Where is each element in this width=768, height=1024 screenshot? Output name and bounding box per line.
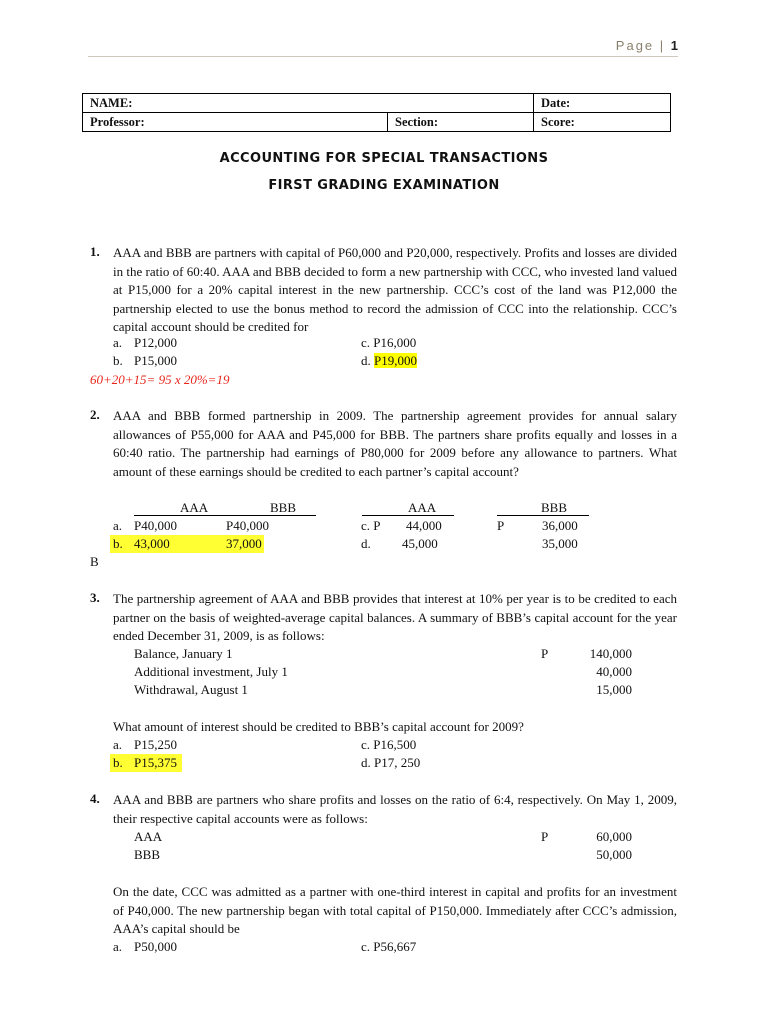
q3-row-1-amount: 140,000 bbox=[589, 646, 632, 661]
q2-col-bbb: BBB bbox=[270, 500, 297, 515]
professor-cell[interactable]: Professor: bbox=[83, 113, 388, 132]
q2-col-aaa2: AAA bbox=[408, 500, 437, 515]
section-cell[interactable]: Section: bbox=[388, 113, 534, 132]
date-cell[interactable]: Date: bbox=[534, 94, 671, 113]
q3-row-2-amount: 40,000 bbox=[596, 664, 632, 679]
q3-option-a-letter: a. bbox=[113, 737, 123, 752]
q2-option-a-aaa: P40,000 bbox=[134, 518, 177, 533]
q3-option-b-letter: b. bbox=[113, 755, 123, 770]
q3-row-1-label: Balance, January 1 bbox=[134, 646, 233, 661]
q2-underline-left bbox=[134, 515, 316, 516]
score-cell[interactable]: Score: bbox=[534, 113, 671, 132]
q1-option-d: d. P19,000 bbox=[361, 353, 417, 368]
q3-row-3-amount: 15,000 bbox=[596, 682, 632, 697]
q3-option-a: P15,250 bbox=[134, 737, 177, 752]
q2-option-d-label: d. bbox=[361, 536, 371, 551]
q4-row-2-amount: 50,000 bbox=[596, 847, 632, 862]
question-1-number: 1. bbox=[90, 244, 100, 259]
q1-solution-note: 60+20+15= 95 x 20%=19 bbox=[90, 372, 230, 387]
q2-option-d-bbb: 35,000 bbox=[542, 536, 578, 551]
q2-option-b-letter: b. bbox=[113, 536, 123, 551]
q2-option-a-letter: a. bbox=[113, 518, 123, 533]
exam-title: ACCOUNTING FOR SPECIAL TRANSACTIONS bbox=[219, 151, 549, 166]
q1-option-a: P12,000 bbox=[134, 335, 177, 350]
q2-option-c-aaa: 44,000 bbox=[406, 518, 442, 533]
q2-option-c-label: c. P bbox=[361, 518, 381, 533]
question-4-text-2: On the date, CCC was admitted as a partner with one-third interest in capital and profits for an investment of P40,000. The new partnership began with total capital of P150,000. Immediately after CCC’s admission, AAA’s capital should be bbox=[113, 884, 677, 936]
q2-answer-note: B bbox=[90, 554, 99, 569]
q4-row-1-amount: 60,000 bbox=[596, 829, 632, 844]
q3-option-b: P15,375 bbox=[134, 755, 177, 770]
q1-option-b-letter: b. bbox=[113, 353, 123, 368]
q2-option-c-bbb: 36,000 bbox=[542, 518, 578, 533]
q2-underline-right bbox=[497, 515, 589, 516]
q4-row-1-currency: P bbox=[541, 829, 549, 844]
q1-option-c: c. P16,000 bbox=[361, 335, 417, 350]
q2-option-d-aaa: 45,000 bbox=[402, 536, 438, 551]
q3-question: What amount of interest should be credited to BBB’s capital account for 2009? bbox=[113, 719, 524, 734]
header-divider bbox=[88, 56, 678, 57]
q4-option-a-letter: a. bbox=[113, 939, 123, 954]
q2-col-aaa: AAA bbox=[180, 500, 209, 515]
q2-option-a-bbb: P40,000 bbox=[226, 518, 269, 533]
q3-option-d: d. P17, 250 bbox=[361, 755, 421, 770]
q1-option-a-letter: a. bbox=[113, 335, 123, 350]
q2-option-b-bbb: 37,000 bbox=[226, 536, 262, 551]
question-3-text: The partnership agreement of AAA and BBB provides that interest at 10% per year is to be credited to each partner on the basis of weighted-average capital balances. A summary of BBB’s capital account for the year ended December 31, 2009, is as follows: bbox=[113, 591, 677, 643]
q2-col-bbb2: BBB bbox=[541, 500, 568, 515]
question-2-text: AAA and BBB formed partnership in 2009. The partnership agreement provides for annual salary allowances of P55,000 for AAA and P45,000 for BBB. The partners share profits equally and losses in a 60:40 ratio. The partnership had earnings of P80,000 for 2009 before any allowance to partners. What amount of these earnings should be credited to each partner’s capital account? bbox=[113, 408, 677, 479]
q4-option-c: c. P56,667 bbox=[361, 939, 417, 954]
question-2-number: 2. bbox=[90, 407, 100, 422]
name-cell[interactable]: NAME: bbox=[83, 94, 534, 113]
q3-row-2-label: Additional investment, July 1 bbox=[134, 664, 288, 679]
q2-underline-mid bbox=[362, 515, 454, 516]
page-number: 1 bbox=[670, 38, 678, 53]
q4-row-2-label: BBB bbox=[134, 847, 161, 862]
exam-subtitle: FIRST GRADING EXAMINATION bbox=[268, 178, 500, 193]
question-4-text: AAA and BBB are partners who share profits and losses on the ratio of 6:4, respectively. On May 1, 2009, their respective capital accounts were as follows: bbox=[113, 792, 677, 826]
student-info-table bbox=[82, 93, 671, 132]
question-4-number: 4. bbox=[90, 791, 100, 806]
q1-option-b: P15,000 bbox=[134, 353, 177, 368]
question-1-text: AAA and BBB are partners with capital of P60,000 and P20,000, respectively. Profits and losses are divided in the ratio of 60:40. AAA and BBB decided to form a new partnership with CCC, who invested land valued at P15,000 for a 20% capital interest in the new partnership. CCC’s cost of the land was P12,000 the partnership elected to use the bonus method to record the admission of CCC into the relationship. CCC’s capital account should be credited for bbox=[113, 245, 677, 334]
q3-option-c: c. P16,500 bbox=[361, 737, 417, 752]
q3-row-3-label: Withdrawal, August 1 bbox=[134, 682, 248, 697]
page-number-label: Page | 1 bbox=[615, 38, 678, 53]
q4-option-a: P50,000 bbox=[134, 939, 177, 954]
q1-answer-highlight: P19,000 bbox=[374, 353, 417, 368]
question-3-number: 3. bbox=[90, 590, 100, 605]
q3-row-1-currency: P bbox=[541, 646, 549, 661]
q2-option-b-aaa: 43,000 bbox=[134, 536, 170, 551]
q2-option-c-p: P bbox=[497, 518, 505, 533]
q4-row-1-label: AAA bbox=[134, 829, 163, 844]
